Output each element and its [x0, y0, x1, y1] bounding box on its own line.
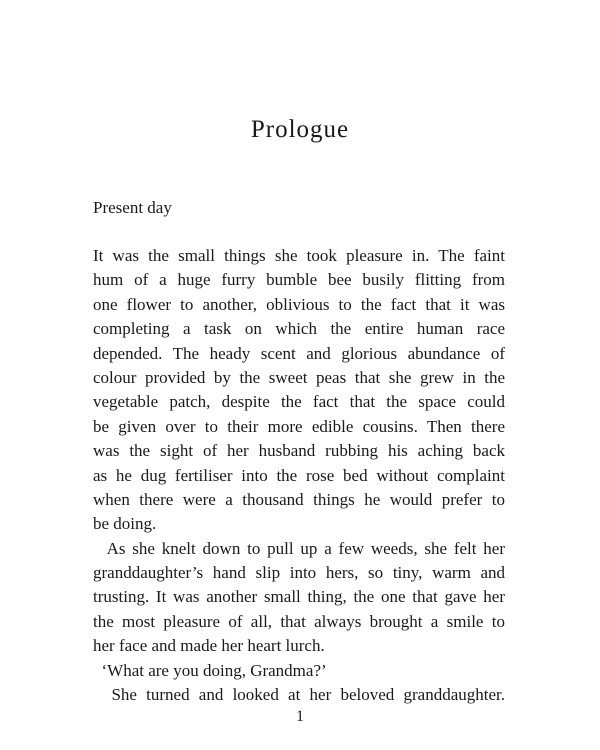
text-line: trusting. It was another small thing, the one that gave her	[93, 587, 505, 607]
section-label: Present day	[93, 198, 172, 217]
text-line: was the sight of her husband rubbing his aching back	[93, 441, 505, 461]
text-line: her face and made her heart lurch.	[93, 636, 325, 656]
text-line: as he dug fertiliser into the rose bed without complaint	[93, 465, 505, 485]
text-line: completing a task on which the entire human race	[93, 319, 505, 339]
text-line: She turned and looked at her beloved granddaughter.	[93, 685, 505, 705]
text-line: It was the small things she took pleasure in. The faint	[93, 246, 505, 265]
text-line: when there were a thousand things he would prefer to	[93, 489, 505, 509]
text-line: granddaughter’s hand slip into hers, so tiny, warm and	[93, 563, 505, 583]
text-line: depended. The heady scent and glorious abundance of	[93, 343, 505, 363]
chapter-title: Prologue	[250, 116, 350, 143]
text-line: vegetable patch, despite the fact that the space could	[93, 392, 505, 412]
body-text	[93, 244, 505, 707]
page-number: 1	[296, 708, 304, 725]
text-line: the most pleasure of all, that always brought a smile to	[93, 611, 505, 631]
text-line: As she knelt down to pull up a few weeds, she felt her	[93, 538, 505, 558]
text-line: be given over to their more edible cousins. Then there	[93, 416, 505, 436]
text-line: ‘What are you doing, Grandma?’	[93, 660, 327, 680]
text-line: hum of a huge furry bumble bee busily flitting from	[93, 270, 505, 290]
text-line: be doing.	[93, 514, 157, 534]
text-line: colour provided by the sweet peas that she grew in the	[93, 367, 505, 387]
text-line: one flower to another, oblivious to the fact that it was	[93, 294, 505, 314]
